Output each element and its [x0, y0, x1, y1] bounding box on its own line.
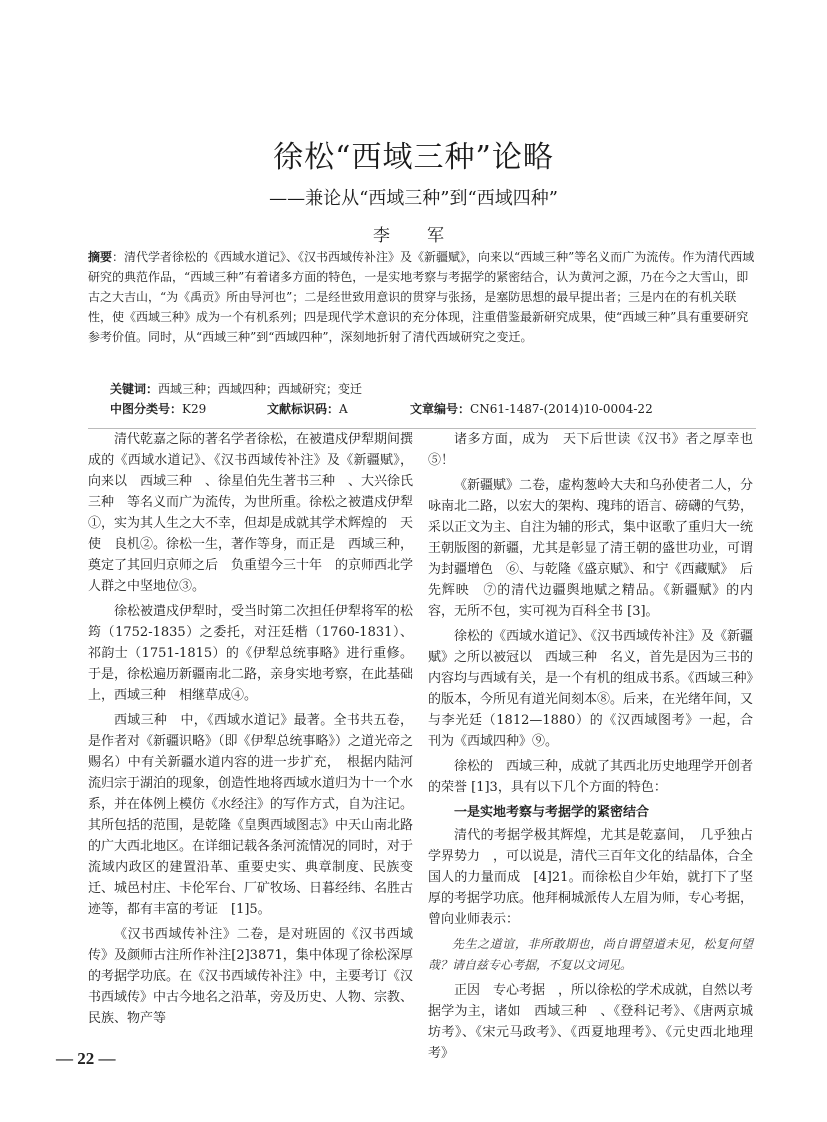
keywords-label: 关键词：	[110, 382, 159, 396]
body-column-left	[88, 429, 413, 1033]
body-paragraph: 清代乾嘉之际的著名学者徐松，在被遣戍伊犁期间撰成的《西域水道记》、《汉书西域传补注》及《新疆赋》，向来以 西域三种 、徐星伯先生著书三种 、大兴徐氏三种 等名义而广为流传，为世所重。徐松之被遣戍伊犁①，实为其人生之大不幸，但却是成就其学术辉煌的 天使 良机②。徐松一生，著作等身，而正是 西域三种，奠定了其回归京师之后 负重望今三十年 的京师西北学人群之中坚地位③。	[88, 432, 414, 594]
section-heading: 一是实地考察与考据学的紧密结合	[454, 805, 650, 820]
block-quote: 先生之道谊，非所敢期也，尚自谓望道未见，松复何望哉？请自兹专心考据，不复以文词见。	[428, 937, 753, 972]
article-no-label: 文章编号：	[410, 402, 471, 416]
document-code	[267, 400, 348, 417]
abstract	[88, 247, 756, 347]
clc-number	[110, 400, 206, 417]
body-paragraph: 西域三种 中，《西域水道记》最著。全书共五卷，是作者对《新疆识略》（即《伊犁总统事略》）之道光帝之赐名）中有关新疆水道内容的进一步扩充， 根据内陆河流归宗于湖泊的现象，创造性地将西域水道归为十一个水系，并在体例上模仿《水经注》的写作方式，自为注记。其所包括的范围，是乾隆《皇舆西域图志》中天山南北路的广大西北地区。在详细记载各条河流情况的同时，对于流域内政区的建置沿革、重要史实、典章制度、民族变迁、城邑村庄、卡伦军台、厂矿牧场、日暮经纬、名胜古迹等，都有丰富的考证 [1]5。	[88, 713, 414, 917]
body-paragraph: 《汉书西域传补注》二卷，是对班固的《汉书西域传》及颜师古注所作补注[2]3871，集中体现了徐松深厚的考据学功底。在《汉书西域传补注》中，主要考订《汉书西域传》中古今地名之沿革，旁及历史、人物、宗教、民族、物产等	[88, 927, 414, 1026]
body-paragraph: 徐松被遣戍伊犁时，受当时第二次担任伊犁将军的松筠（1752-1835）之委托，对汪廷楷（1760-1831）、祁韵士（1751-1815）的《伊犁总统事略》进行重修。于是，徐松遍历新疆南北二路，亲身实地考察，在此基础上，西域三种 相继草成④。	[88, 604, 414, 703]
abstract-text: ：清代学者徐松的《西域水道记》、《汉书西域传补注》及《新疆赋》，向来以“西域三种”等名义而广为流传。作为清代西域研究的典范作品，“西域三种”有着诸多方面的特色，一是实地考察与考据学的紧密结合，认为黄河之源，乃在今之大雪山，即古之大吉山，“为《禹贡》所由导河也”；二是经世致用意识的贯穿与张扬，是塞防思想的最早提出者；三是内在的有机关联性，使《西域三种》成为一个有机系列；四是现代学术意识的充分体现，注重借鉴最新研究成果，使“西域三种”具有重要研究参考价值。同时，从“西域三种”到“西域四种”，深刻地折射了清代西域研究之变迁。	[88, 250, 755, 344]
body-paragraph: 清代的考据学极其辉煌，尤其是乾嘉间， 几乎独占学界势力 ，可以说是，清代三百年文化的结晶体，合全国人的力量而成 [4]21。而徐松自少年始，就打下了坚厚的考据学功底。他拜桐城派传人左眉为师，专心考据，曾向业师表示：	[428, 828, 754, 927]
body-column-right	[428, 429, 767, 1068]
body-paragraph: 正因 专心考据 ，所以徐松的学术成就，自然以考据学为主，诸如 西域三种 、《登科记考》、《唐两京城坊考》、《宋元马政考》、《西夏地理考》、《元史西北地理考》	[428, 983, 754, 1061]
article-subtitle: ——兼论从“西域三种”到“西域四种”	[269, 188, 558, 209]
keywords-text: 西域三种；西域四种；西域研究；变迁	[158, 382, 363, 396]
body-paragraph: 徐松的 西域三种，成就了其西北历史地理学开创者的荣誉 [1]3，具有以下几个方面的特色：	[428, 759, 754, 795]
body-paragraph: 诸多方面，成为 天下后世读《汉书》者之厚幸也 ⑤！	[428, 432, 767, 468]
article-no-value: CN61-1487-(2014)10-0004-22	[470, 402, 653, 416]
article-title: 徐松“西域三种”论略	[273, 140, 554, 175]
page-number: — 22 —	[56, 1049, 116, 1068]
keywords	[110, 380, 750, 397]
article-metadata	[110, 400, 760, 418]
clc-value: K29	[182, 402, 207, 416]
doc-code-label: 文献标识码：	[267, 402, 340, 416]
article-author: 李 军	[373, 226, 454, 246]
abstract-label: 摘要	[88, 250, 113, 264]
article-number	[410, 400, 653, 417]
body-paragraph: 《新疆赋》二卷，虚构葱岭大夫和乌孙使者二人，分咏南北二路，以宏大的架构、瑰玮的语言、磅礴的气势，采以正文为主、自注为辅的形式，集中讴歌了重归大一统王朝版图的新疆，尤其是彰显了清王朝的盛世功业，可谓 为封疆增色 ⑥、与乾隆《盛京赋》、和宁《西藏赋》 后先辉映 ⑦的清代边疆舆地赋之精品。《新疆赋》的内容，无所不包，实可视为百科全书 [3]。	[428, 478, 767, 619]
doc-code-value: A	[339, 402, 348, 416]
clc-label: 中图分类号：	[110, 402, 183, 416]
body-paragraph: 徐松的《西域水道记》、《汉书西域传补注》及《新疆赋》之所以被冠以 西域三种 名义，首先是因为三书的内容均与西域有关，是一个有机的组成书系。《西域三种》的版本，今所见有道光间刻本⑧。后来，在光绪年间，又与李光廷（1812—1880）的《汉西域图考》一起，合刊为《西域四种》⑨。	[428, 629, 754, 749]
